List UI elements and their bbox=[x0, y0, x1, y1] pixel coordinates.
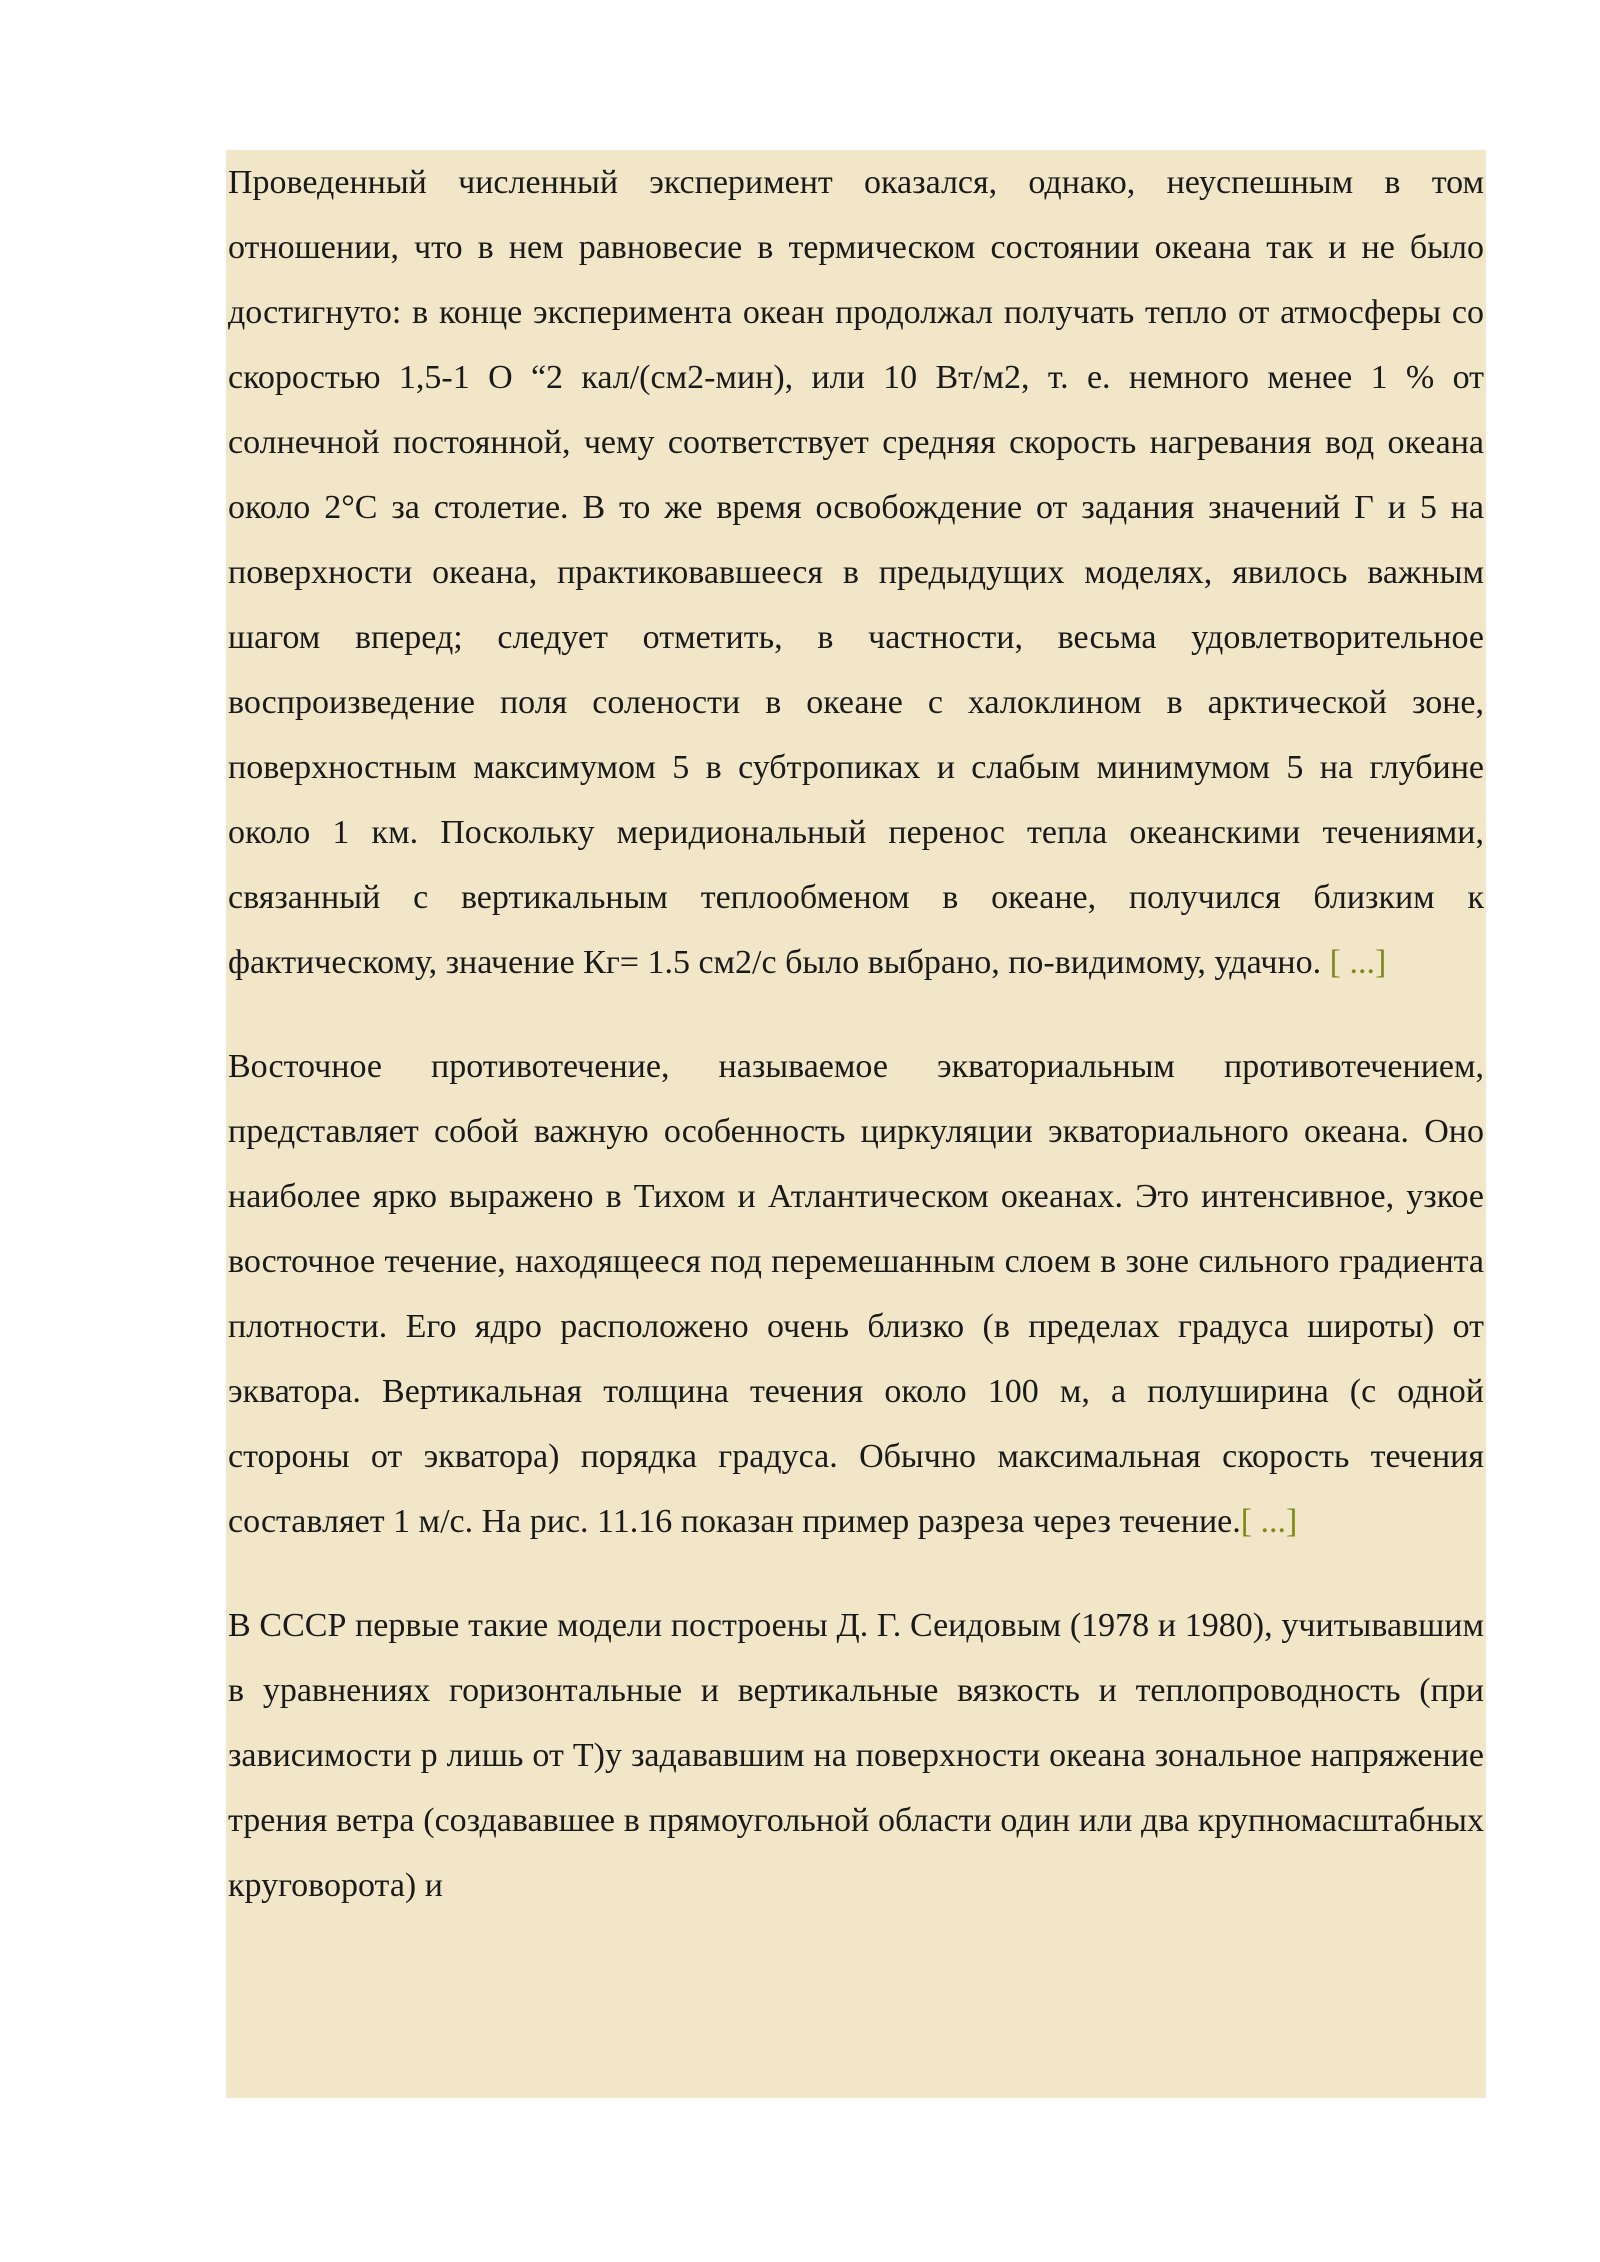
document-text bbox=[228, 150, 1484, 1918]
paragraph-1-ellipsis: [ ...] bbox=[1329, 944, 1387, 981]
paragraph-3-text: В СССР первые такие модели построены Д. Г. Сеидовым (1978 и 1980), учитывавшим в уравнениях горизонтальные и вертикальные вязкость и теплопроводность (при зависимости р лишь от Т)у задававшим на поверхности океана зональное напряжение трения ветра (создававшее в прямоугольной области один или два крупномасштабных круговорота) и bbox=[228, 1607, 1484, 1904]
paragraph-2-text: Восточное противотечение, называемое экваториальным противотечением, представляет собой важную особенность циркуляции экваториального океана. Оно наиболее ярко выражено в Тихом и Атлантическом океанах. Это интенсивное, узкое восточное течение, находящееся под перемешанным слоем в зоне сильного градиента плотности. Его ядро расположено очень близко (в пределах градуса широты) от экватора. Вертикальная толщина течения около 100 м, а полуширина (с одной стороны от экватора) порядка градуса. Обычно максимальная скорость течения составляет 1 м/с. На рис. 11.16 показан пример разреза через течение. bbox=[228, 1048, 1484, 1540]
paragraph-1 bbox=[228, 150, 1484, 995]
paragraph-2 bbox=[228, 1034, 1484, 1554]
paragraph-1-text: Проведенный численный эксперимент оказался, однако, неуспешным в том отношении, что в нем равновесие в термическом состоянии океана так и не было достигнуто: в конце эксперимента океан продолжал получать тепло от атмосферы со скоростью 1,5-1 О “2 кал/(см2-мин), или 10 Вт/м2, т. е. немного менее 1 % от солнечной постоянной, чему соответствует средняя скорость нагревания вод океана около 2°С за столетие. В то же время освобождение от задания значений Г и 5 на поверхности океана, практиковавшееся в предыдущих моделях, явилось важным шагом вперед; следует отметить, в частности, весьма удовлетворительное воспроизведение поля солености в океане с халоклином в арктической зоне, поверхностным максимумом 5 в субтропиках и слабым минимумом 5 на глубине около 1 км. Поскольку меридиональный перенос тепла океанскими течениями, связанный с вертикальным теплообменом в океане, получился близким к фактическому, значение Кг= 1.5 см2/с было выбрано, по-видимому, удачно. bbox=[228, 164, 1484, 981]
paragraph-2-ellipsis: [ ...] bbox=[1240, 1503, 1298, 1540]
paragraph-3 bbox=[228, 1593, 1484, 1918]
